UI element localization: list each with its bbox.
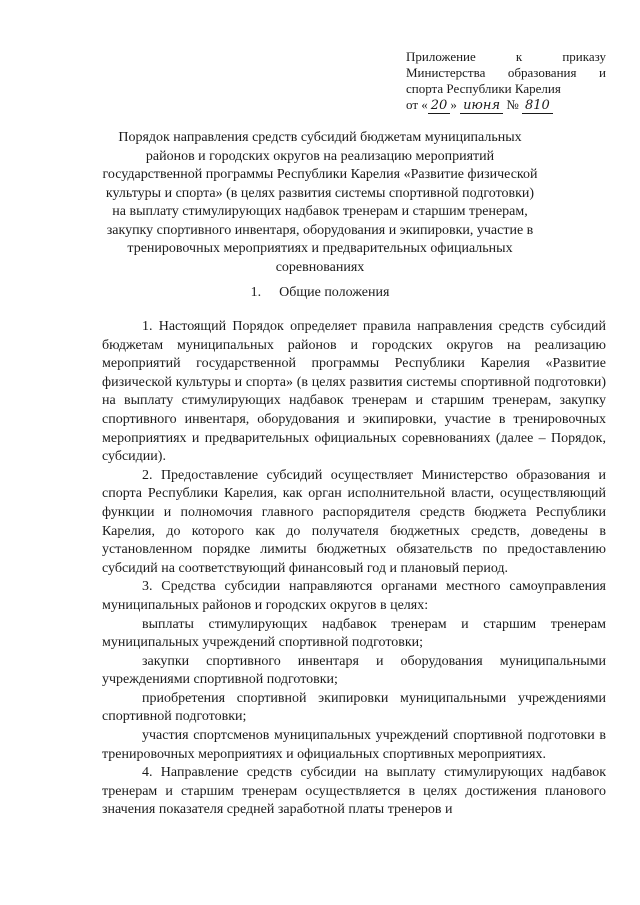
approval-date-line: [406, 97, 606, 114]
order-number: 810: [522, 98, 553, 114]
section-title: Общие положения: [279, 285, 390, 300]
date-prefix: от «: [406, 97, 428, 112]
approval-word-appendix: Приложение: [406, 49, 476, 64]
date-month: июня: [460, 98, 503, 114]
date-day: 20: [428, 98, 451, 114]
paragraph-4: 4. Направление средств субсидии на выплату стимулирующих надбавок тренерам и старшим тренерам осуществляется в целях достижения планового значения показателя средней заработной платы тренеров и: [102, 765, 606, 818]
paragraph-3-item-1: выплаты стимулирующих надбавок тренерам и старшим тренерам муниципальных учреждений спортивной подготовки;: [102, 616, 606, 651]
document-title: Порядок направления средств субсидий бюджетам муниципальных районов и городских округов на реализацию мероприятий государственной программы Республики Карелия «Развитие физической культуры и спорта» (в целях развития системы спортивной подготовки) на выплату стимулирующих надбавок тренерам и старшим тренерам, закупку спортивного инвентаря, оборудования и экипировки, участие в тренировочных мероприятиях и предварительных официальных соревнованиях: [102, 130, 538, 275]
approval-block: [406, 49, 606, 114]
paragraph-2: 2. Предоставление субсидий осуществляет Министерство образования и спорта Республики Карелия, как орган исполнительной власти, осуществляющий функции и полномочия главного распорядителя средств бюджета Республики Карелия, до которого как до получателя бюджетных средств, доведены в установленном порядке лимиты бюджетных обязательств по предоставлению субсидий на соответствующий финансовый год и плановый период.: [102, 467, 606, 576]
paragraph-3-item-4: участия спортсменов муниципальных учреждений спортивной подготовки в тренировочных мероприятиях и официальных спортивных мероприятиях.: [102, 728, 606, 762]
approval-word-to: к: [515, 49, 523, 64]
date-close-quote: »: [450, 97, 457, 112]
number-sign: №: [506, 97, 519, 112]
paragraph-1: 1. Настоящий Порядок определяет правила направления средств субсидий бюджетам муниципальных районов и городских округов на реализацию мероприятий государственной программы Республики Карелия «Развитие физической культуры и спорта» (в целях развития системы спортивной подготовки) на выплату стимулирующих надбавок тренерам и старшим тренерам, закупку спортивного инвентаря, оборудования и экипировки, участие в тренировочных мероприятиях и предварительных официальных соревнованиях (далее – Порядок, субсидии).: [102, 319, 606, 465]
approval-line-1: [406, 49, 606, 65]
paragraph-3-item-2: закупки спортивного инвентаря и оборудования муниципальными учреждениями спортивной подготовки;: [102, 653, 606, 688]
paragraph-3: 3. Средства субсидии направляются органами местного самоуправления муниципальных районов и городских округов в целях:: [102, 579, 606, 613]
approval-line-2: Министерства образования и: [406, 65, 606, 80]
section-number: 1.: [250, 285, 262, 300]
paragraph-3-item-3: приобретения спортивной экипировки муниципальными учреждениями спортивной подготовки;: [102, 690, 606, 725]
document-body: [102, 318, 606, 820]
section-heading: [0, 285, 640, 301]
approval-word-order: приказу: [562, 49, 606, 64]
approval-line-3: спорта Республики Карелия: [406, 81, 561, 96]
